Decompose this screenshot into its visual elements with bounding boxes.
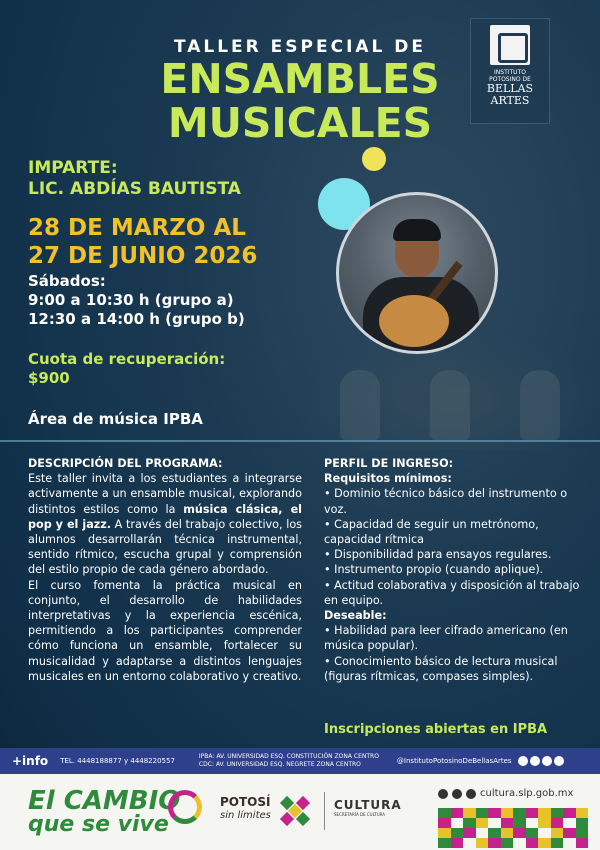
musician-figure [340, 370, 380, 440]
program-description [28, 456, 302, 684]
ring-icon [168, 790, 202, 824]
inscriptions-note: Inscripciones abiertas en IPBA [324, 722, 548, 737]
x-icon[interactable] [452, 789, 462, 799]
musician-figure [430, 370, 470, 440]
instructor-name: LIC. ABDÍAS BAUTISTA [28, 179, 241, 199]
footer [0, 774, 600, 850]
title-line-1: ENSAMBLES [160, 55, 440, 103]
potosi-logo: POTOSÍ sin límites [220, 795, 271, 821]
website-row [438, 788, 573, 799]
x-icon[interactable] [554, 756, 564, 766]
el-cambio-logo: El CAMBIO que se vive [28, 788, 198, 838]
fee-label: Cuota de recuperación: [28, 350, 226, 368]
website-link[interactable]: cultura.slp.gob.mx [480, 788, 574, 799]
requirement-item: • Instrumento propio (cuando aplique). [324, 563, 544, 577]
divider [324, 792, 325, 830]
area-label: Área de música IPBA [28, 410, 203, 428]
date-line-1: 28 DE MARZO AL [28, 215, 246, 241]
instructor-photo [336, 192, 498, 354]
desirable-item: • Habilidad para leer cifrado americano (en música popular). [324, 624, 568, 653]
social-handle[interactable]: @InstitutoPotosinoDeBellasArtes [396, 757, 512, 765]
title-kicker: TALLER ESPECIAL DE [173, 37, 427, 57]
requirement-item: • Actitud colaborativa y disposición al trabajo en equipo. [324, 578, 580, 607]
facebook-icon[interactable] [518, 756, 528, 766]
description-paragraph-1: Este taller invita a los estudiantes a integrarse activamente a un ensamble musical, explorando distintos estilos como la música clásica, el pop y el jazz. A través del trabajo colectivo, los alumnos desarrollarán técnica instrumental, sentido rítmico, escucha grupal y comprensión del estilo propio de cada género abordado. [28, 472, 302, 577]
entry-profile [324, 456, 582, 684]
fee-block [28, 350, 225, 388]
fee-amount: $900 [28, 369, 70, 387]
date-line-2: 27 DE JUNIO 2026 [28, 243, 258, 269]
description-paragraph-2: El curso fomenta la práctica musical en conjunto, el desarrollo de habilidades interpretativas y la experiencia escénica, permitiendo a los participantes comprender cómo funciona un ensamble, fortalecer su musicalidad y adaptarse a distintos lenguajes musicales en un entorno colaborativo y creativo. [28, 578, 302, 683]
decorative-pattern [438, 808, 588, 848]
schedule [28, 272, 245, 329]
institute-emblem-icon [490, 25, 530, 65]
requirement-item: • Disponibilidad para ensayos regulares. [324, 548, 552, 562]
instructor-label: IMPARTE: [28, 158, 118, 178]
info-bar [0, 748, 600, 774]
youtube-icon[interactable] [542, 756, 552, 766]
facebook-icon[interactable] [438, 789, 448, 799]
schedule-group-b: 12:30 a 14:00 h (grupo b) [28, 310, 245, 328]
date-range [28, 214, 257, 270]
info-label: +info [12, 754, 49, 768]
divider [0, 440, 600, 442]
cultura-logo: CULTURA SECRETARÍA DE CULTURA [334, 798, 402, 817]
decorative-circle [362, 147, 386, 171]
instructor-block [28, 158, 241, 200]
addresses: IPBA: AV. UNIVERSIDAD ESQ. CONSTITUCIÓN ZONA CENTRO CDC: AV. UNIVERSIDAD ESQ. NEGRETE ZONA CENTRO [198, 753, 379, 768]
logo-text-large: BELLAS ARTES [486, 82, 534, 107]
requirement-item: • Dominio técnico básico del instrumento o voz. [324, 487, 568, 516]
description-heading: DESCRIPCIÓN DEL PROGRAMA: [28, 457, 223, 470]
phone-numbers: TEL. 4448188877 y 4448220557 [60, 757, 175, 765]
requirement-item: • Capacidad de seguir un metrónomo, capacidad rítmica [324, 517, 539, 547]
instagram-icon[interactable] [530, 756, 540, 766]
potosi-x-icon [278, 794, 312, 828]
guitar-icon [379, 295, 449, 347]
requirements-heading: Requisitos mínimos: [324, 472, 452, 486]
title-line-2: MUSICALES [167, 99, 433, 147]
schedule-day: Sábados: [28, 272, 106, 290]
desirable-item: • Conocimiento básico de lectura musical (figuras rítmicas, compases simples). [324, 654, 558, 683]
instagram-icon[interactable] [466, 789, 476, 799]
musician-figure [520, 370, 560, 440]
profile-heading: PERFIL DE INGRESO: [324, 457, 454, 470]
desirable-heading: Deseable: [324, 609, 387, 623]
bellas-artes-logo [470, 18, 550, 124]
social-icons [518, 756, 564, 766]
schedule-group-a: 9:00 a 10:30 h (grupo a) [28, 291, 234, 309]
logo-text-small: INSTITUTO POTOSINO DE [489, 69, 531, 83]
